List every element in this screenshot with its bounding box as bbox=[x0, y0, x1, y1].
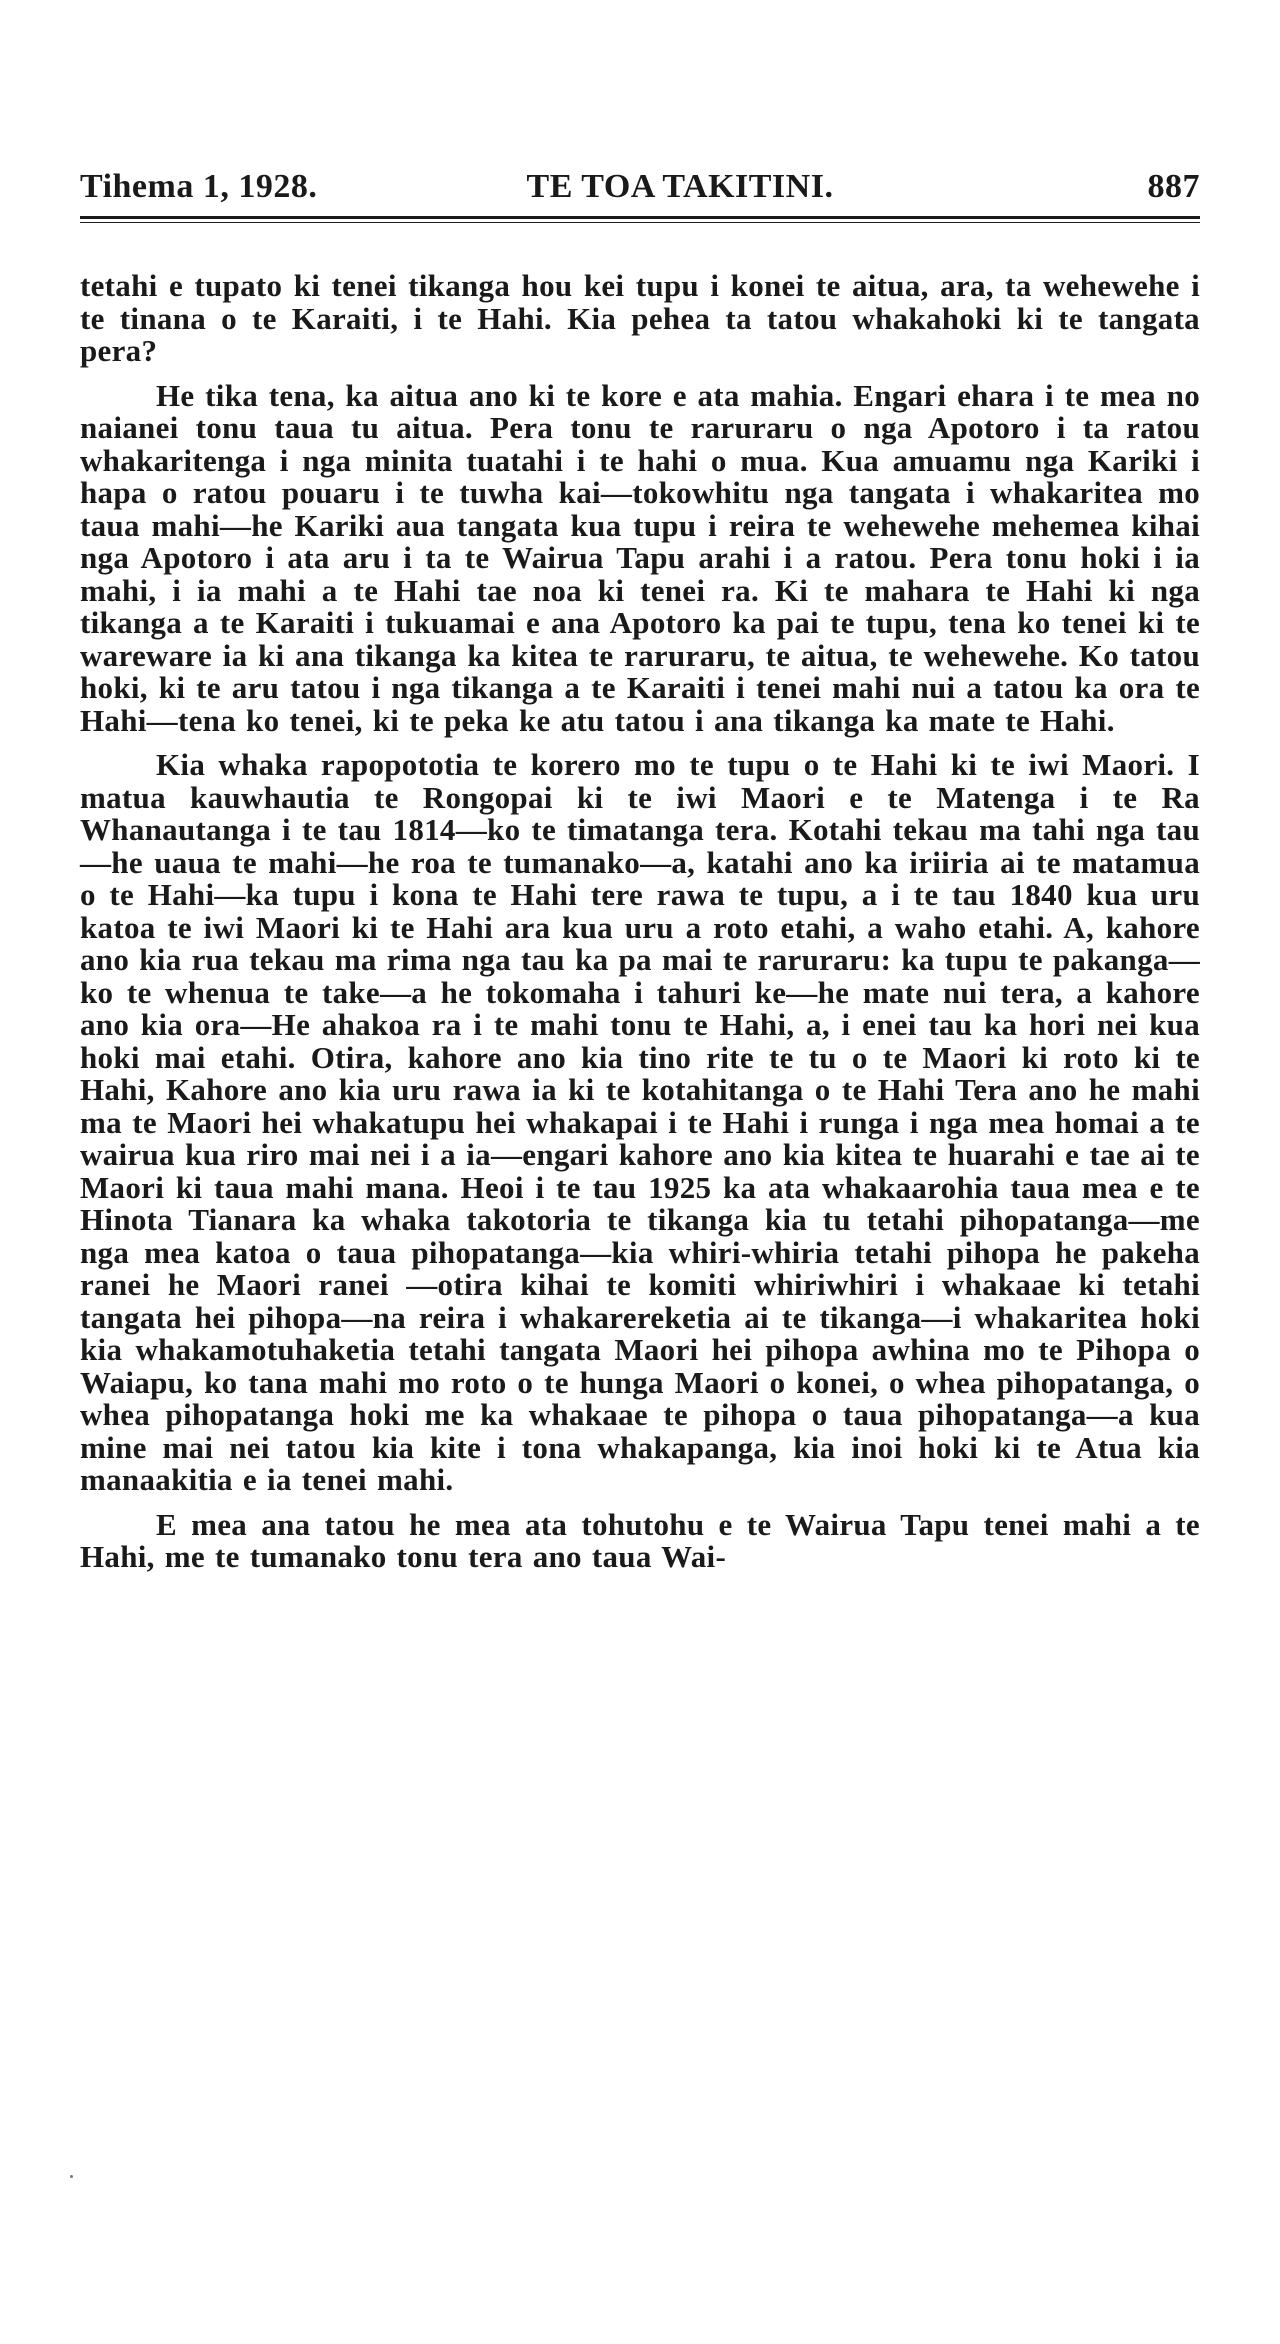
header-rule-thin bbox=[80, 222, 1200, 223]
paragraph: E mea ana tatou he mea ata tohutohu e te Wairua Tapu tenei mahi a te Hahi, me te tumanako tonu tera ano taua Wai- bbox=[80, 1506, 1200, 1574]
header-rule-thick bbox=[80, 216, 1200, 219]
issue-date: Tihema 1, 1928. bbox=[80, 168, 318, 205]
print-speck bbox=[70, 2175, 73, 2178]
paragraph: Kia whaka rapopototia te korero mo te tupu o te Hahi ki te iwi Maori. I matua kauwhautia te Rongopai ki te iwi Maori e te Matenga i te Ra Whanautanga i te tau 1814—ko te timatanga tera. Kotahi tekau ma tahi nga tau—he uaua te mahi—he roa te tumanako—a, katahi ano ka iriiria ai te matamua o te Hahi—ka tupu i kona te Hahi tere rawa te tupu, a i te tau 1840 kua uru katoa te iwi Maori ki te Hahi ara kua uru a roto etahi, a waho etahi. A, kahore ano kia rua tekau ma rima nga tau ka pa mai te raruraru: ka tupu te pakanga—ko te whenua te take—a he tokomaha i tahuri ke—he mate nui tera, a kahore ano kia ora—He ahakoa ra i te mahi tonu te Hahi, a, i enei tau ka hori nei kua hoki mai etahi. Otira, kahore ano kia tino rite te tu o te Maori ki roto ki te Hahi, Kahore ano kia uru rawa ia ki te kotahitanga o te Hahi Tera ano he mahi ma te Maori hei whakatupu hei whakapai i te Hahi i runga i nga mea homai a te wairua kua riro mai nei i a ia—engari kahore ano kia kitea te huarahi e tae ai te Maori ki taua mahi mana. Heoi i te tau 1925 ka ata whakaarohia taua mea e te Hinota Tianara ka whaka takotoria te tikanga kia tu tetahi pihopatanga—me nga mea katoa o taua pihopatanga—kia whiri-whiria tetahi pihopa he pakeha ranei he Maori ranei —otira kihai te komiti whiriwhiri i whakaae ki tetahi tangata hei pihopa—na reira i whakarereketia ai te tikanga—i whakaritea hoki kia whakamotuhaketia tetahi tangata Maori hei pihopa awhina mo te Pihopa o Waiapu, ko tana mahi mo roto o te hunga Maori o konei, o whea pihopatanga, o whea pihopatanga hoki me ka whakaae te pihopa o taua pihopatanga—a kua mine mai nei tatou kia kite i tona whakapanga, kia inoi hoki ki te Atua kia manaakitia e ia tenei mahi. bbox=[80, 747, 1200, 1497]
paragraph: He tika tena, ka aitua ano ki te kore e ata mahia. Engari ehara i te mea no naianei tonu taua tu aitua. Pera tonu te raruraru o nga Apotoro i ta ratou whakaritenga i nga minita tuatahi i te hahi o mua. Kua amuamu nga Kariki i hapa o ratou pouaru i te tuwha kai—tokowhitu nga tangata i whakaritea mo taua mahi—he Kariki aua tangata kua tupu i reira te wehewehe mehemea kihai nga Apotoro i ata aru i ta te Wairua Tapu arahi i a ratou. Pera tonu hoki i ia mahi, i ia mahi a te Hahi tae noa ki tenei ra. Ki te mahara te Hahi ki nga tikanga a te Karaiti i tukuamai e ana Apotoro ka pai te tupu, tena ko tenei ki te wareware ia ki ana tikanga ka kitea te raruraru, te aitua, te wehewehe. Ko tatou hoki, ki te aru tatou i nga tikanga a te Karaiti i tenei mahi nui a tatou ka ora te Hahi—tena ko tenei, ki te peka ke atu tatou i ana tikanga ka mate te Hahi. bbox=[80, 377, 1200, 738]
paragraph-continued: tetahi e tupato ki tenei tikanga hou kei tupu i konei te aitua, ara, ta wehewehe i te tinana o te Karaiti, i te Hahi. Kia pehea ta tatou whakahoki ki te tangata pera? bbox=[80, 268, 1200, 368]
running-header bbox=[80, 168, 1200, 208]
article-body bbox=[80, 270, 1200, 1586]
page-number: 887 bbox=[1147, 168, 1200, 205]
journal-title: TE TOA TAKITINI. bbox=[526, 168, 834, 205]
